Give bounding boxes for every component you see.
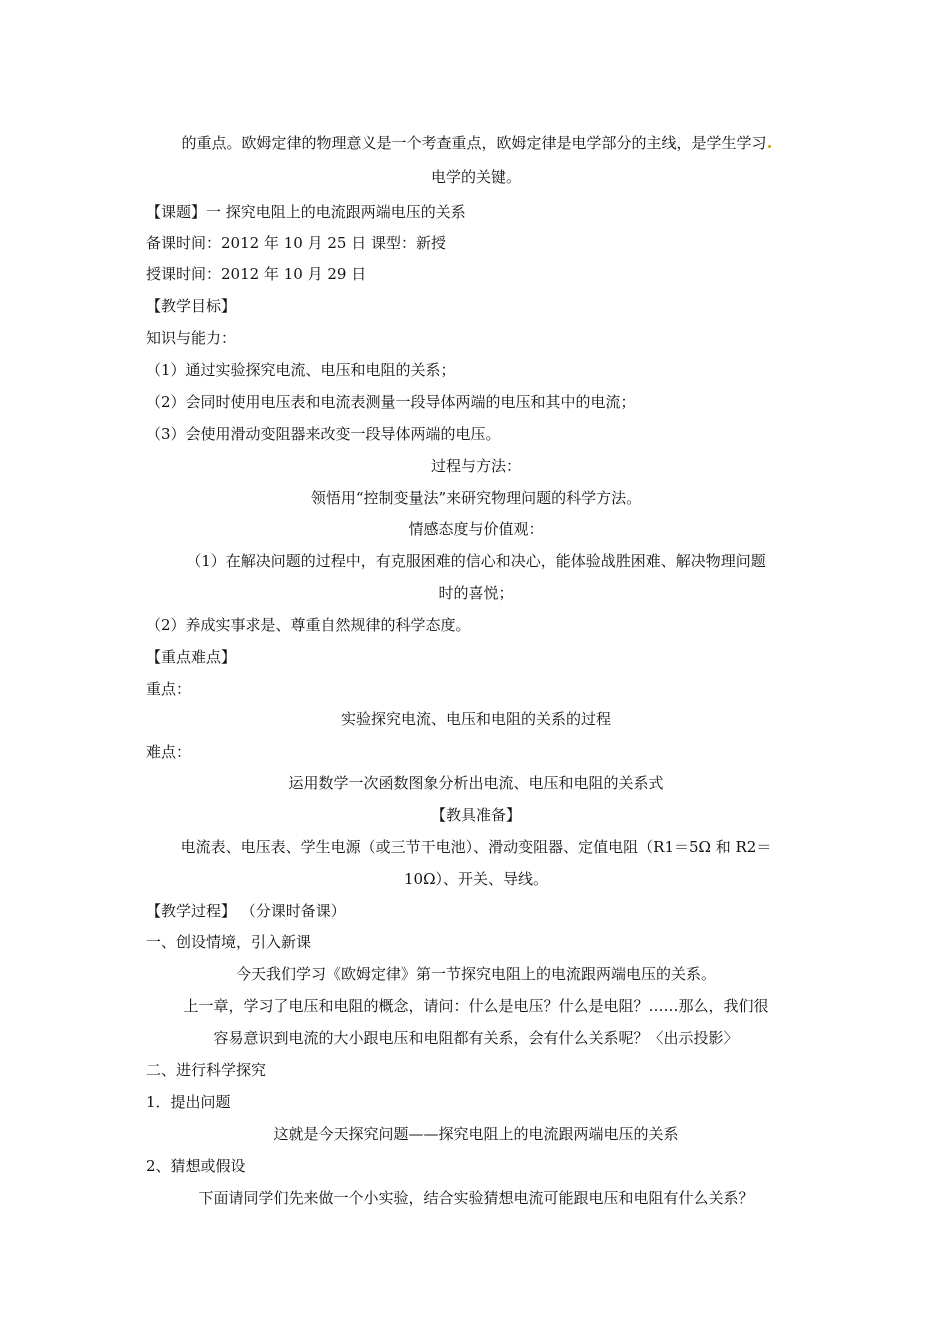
text-line: 下面请同学们先来做一个小实验，结合实验猜想电流可能跟电压和电阻有什么关系？	[198, 1189, 754, 1207]
prep-time: 备课时间：2012 年 10 月 25 日 课型：新授	[146, 234, 446, 252]
text-line: 重点：	[146, 680, 192, 698]
section-heading: 【重点难点】	[146, 648, 237, 666]
text-line: 这就是今天探究问题——探究电阻上的电流跟两端电压的关系	[273, 1125, 679, 1143]
text-line: （2）会同时使用电压表和电流表测量一段导体两端的电压和其中的电流；	[146, 393, 636, 411]
text-line: 容易意识到电流的大小跟电压和电阻都有关系，会有什么关系呢？〈出示投影〉	[213, 1029, 739, 1047]
text-line: 难点：	[146, 743, 192, 761]
teach-time: 授课时间：2012 年 10 月 29 日	[146, 265, 367, 283]
text-line: 的重点。欧姆定律的物理意义是一个考查重点，欧姆定律是电学部分的主线，是学生学习	[146, 133, 806, 153]
text-line: 今天我们学习《欧姆定律》第一节探究电阻上的电流跟两端电压的关系。	[235, 965, 716, 983]
section-heading: 【教学目标】	[146, 297, 237, 315]
section-heading: 【教具准备】	[430, 806, 521, 824]
lesson-title: 【课题】一 探究电阻上的电流跟两端电压的关系	[146, 203, 466, 221]
text-line: 过程与方法：	[430, 457, 521, 475]
text-line: 知识与能力：	[146, 329, 237, 347]
text-line: 运用数学一次函数图象分析出电流、电压和电阻的关系式	[288, 774, 664, 792]
text-line: 电学的关键。	[430, 168, 521, 186]
text-line: 2、猜想或假设	[146, 1157, 246, 1175]
text-line: 上一章，学习了电压和电阻的概念，请问：什么是电压？什么是电阻？……那么，我们很	[183, 997, 769, 1015]
text-line: 实验探究电流、电压和电阻的关系的过程	[340, 710, 611, 728]
section-heading: 【教学过程】 （分课时备课）	[146, 902, 346, 920]
text-line: （1）在解决问题的过程中，有克服困难的信心和决心，能体验战胜困难、解决物理问题	[186, 552, 766, 570]
text-line: 二、进行科学探究	[146, 1061, 267, 1079]
text-line: 一、创设情境，引入新课	[146, 933, 312, 951]
text-line: 领悟用“控制变量法”来研究物理问题的科学方法。	[310, 489, 642, 507]
text-line: 情感态度与价值观：	[408, 520, 544, 538]
text-line: 时的喜悦；	[438, 584, 514, 602]
text-line: 10Ω）、开关、导线。	[403, 870, 549, 888]
mark-dot	[768, 145, 771, 148]
text-line: 电流表、电压表、学生电源（或三节干电池）、滑动变阻器、定值电阻（R1＝5Ω 和 R2＝	[180, 838, 772, 856]
text-line: （1）通过实验探究电流、电压和电阻的关系；	[146, 361, 456, 379]
text-line: （2）养成实事求是、尊重自然规律的科学态度。	[146, 616, 471, 634]
text-line: （3）会使用滑动变阻器来改变一段导体两端的电压。	[146, 425, 501, 443]
text-line: 1．提出问题	[146, 1093, 231, 1111]
